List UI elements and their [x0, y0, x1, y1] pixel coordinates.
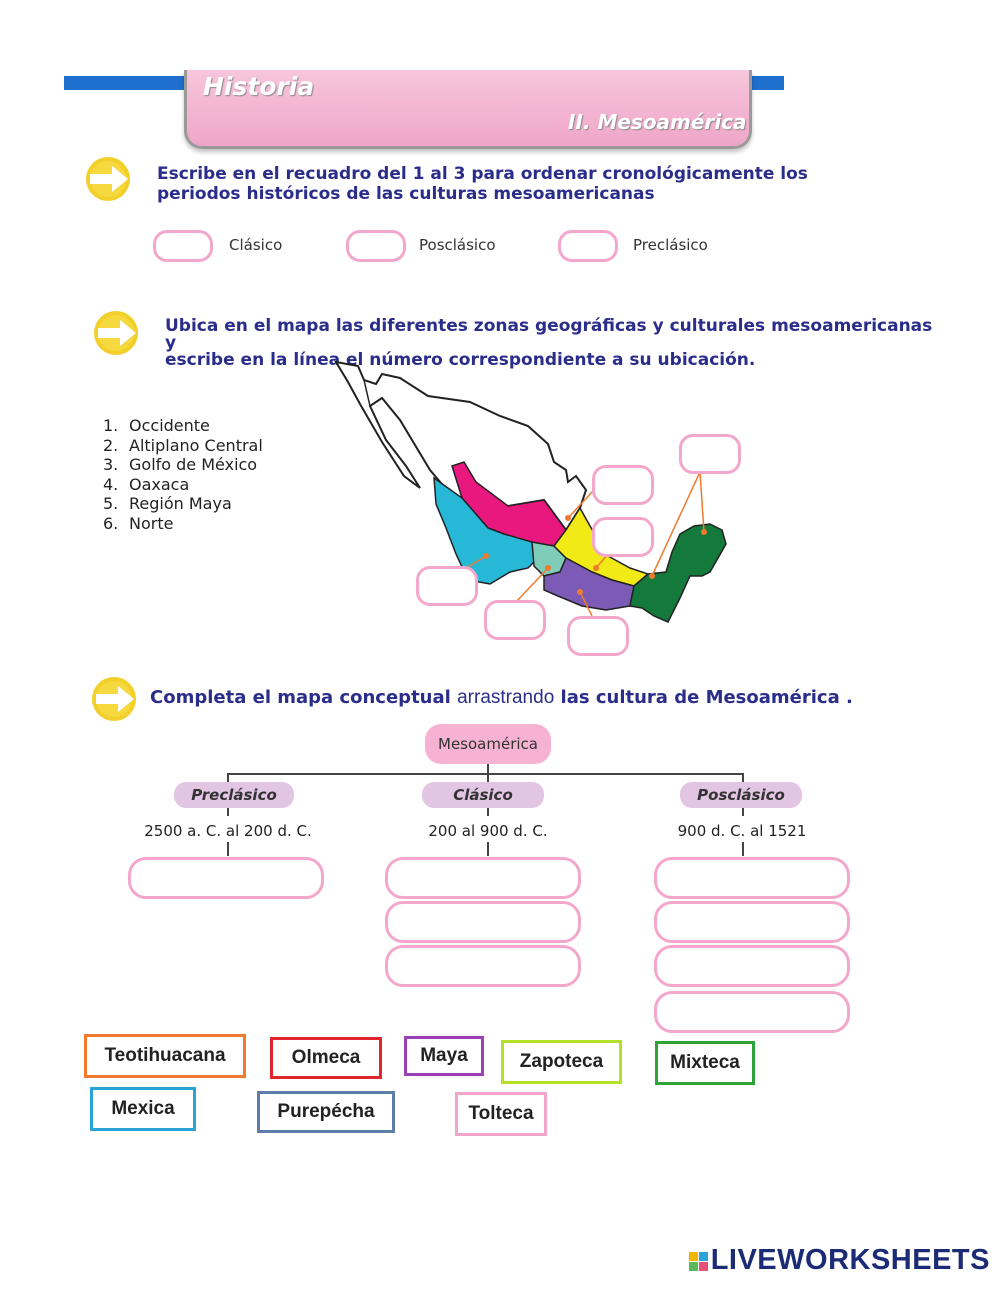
legend-item: 1. Occidente [103, 416, 210, 435]
drop-zone-clasico-1[interactable] [385, 857, 581, 899]
tree-connector [227, 773, 744, 775]
q3-prompt-c: las cultura de Mesoamérica . [560, 687, 853, 708]
logo-icon [689, 1252, 708, 1271]
page-title: Historia [203, 72, 315, 101]
legend-item: 6. Norte [103, 513, 174, 533]
tree-connector [227, 842, 229, 856]
drag-tile-teotihuacana[interactable]: Teotihuacana [84, 1034, 246, 1078]
drag-tile-zapoteca[interactable]: Zapoteca [501, 1040, 622, 1084]
q1-period-label-1: Clásico [229, 236, 283, 254]
q1-prompt [157, 164, 927, 204]
arrow-icon [84, 156, 134, 202]
tree-connector [227, 808, 229, 816]
legend-item: 2. Altiplano Central [103, 435, 263, 455]
branch-dates-posclasico: 900 d. C. al 1521 [677, 822, 807, 840]
concept-root: Mesoamérica [425, 724, 551, 764]
branch-dates-preclasico: 2500 a. C. al 200 d. C. [144, 822, 312, 840]
drop-zone-posclasico-1[interactable] [654, 857, 850, 899]
drag-tile-mixteca[interactable]: Mixteca [655, 1041, 755, 1085]
map-answer-box-2[interactable] [592, 517, 654, 557]
tree-connector [742, 808, 744, 816]
drop-zone-preclasico-1[interactable] [128, 857, 324, 899]
liveworksheets-logo [689, 1244, 990, 1277]
tree-connector [487, 842, 489, 856]
q1-prompt-line2: periodos históricos de las culturas mesoamericanas [157, 184, 655, 204]
q1-order-input-2[interactable] [346, 230, 406, 262]
drop-zone-clasico-3[interactable] [385, 945, 581, 987]
arrow-icon [92, 310, 142, 356]
logo-text: LIVEWORKSHEETS [710, 1244, 990, 1276]
q3-prompt-b: arrastrando [457, 687, 555, 708]
q1-prompt-line1: Escribe en el recuadro del 1 al 3 para ordenar cronológicamente los [157, 164, 808, 184]
map-answer-box-1[interactable] [592, 465, 654, 505]
drag-tile-tolteca[interactable]: Tolteca [455, 1092, 547, 1136]
q1-order-input-3[interactable] [558, 230, 618, 262]
legend-item: 4. Oaxaca [103, 474, 190, 494]
legend-item: 5. Región Maya [103, 494, 232, 513]
map-answer-box-6[interactable] [567, 616, 629, 656]
branch-dates-clasico: 200 al 900 d. C. [428, 822, 548, 840]
q3-prompt-a: Completa el mapa conceptual [150, 687, 451, 708]
branch-label-preclasico: Preclásico [174, 782, 294, 808]
map-answer-box-5[interactable] [484, 600, 546, 640]
q2-prompt-line2: escribe en la línea el número correspondiente a su ubicación. [165, 350, 756, 370]
drag-tile-purepecha[interactable]: Purepécha [257, 1091, 395, 1133]
q1-order-input-1[interactable] [153, 230, 213, 262]
q1-period-label-3: Preclásico [633, 236, 708, 254]
branch-label-posclasico: Posclásico [680, 782, 802, 808]
page-subtitle: II. Mesoamérica [568, 110, 747, 134]
map-answer-box-3[interactable] [679, 434, 741, 474]
tree-connector [742, 842, 744, 856]
q3-prompt [150, 688, 853, 708]
drop-zone-posclasico-4[interactable] [654, 991, 850, 1033]
drag-tile-mexica[interactable]: Mexica [90, 1087, 196, 1131]
legend-item: 3. Golfo de México [103, 455, 258, 474]
q2-prompt-line1: Ubica en el mapa las diferentes zonas geográficas y culturales mesoamericanas y [165, 316, 933, 353]
drop-zone-posclasico-3[interactable] [654, 945, 850, 987]
tree-connector [487, 808, 489, 816]
drag-tile-maya[interactable]: Maya [404, 1036, 484, 1076]
arrow-icon [90, 676, 140, 722]
branch-label-clasico: Clásico [422, 782, 544, 808]
zone-legend [103, 416, 263, 533]
drop-zone-clasico-2[interactable] [385, 901, 581, 943]
drop-zone-posclasico-2[interactable] [654, 901, 850, 943]
drag-tile-olmeca[interactable]: Olmeca [270, 1037, 382, 1079]
mexico-map [330, 358, 750, 633]
q1-period-label-2: Posclásico [419, 236, 496, 254]
map-answer-box-4[interactable] [416, 566, 478, 606]
